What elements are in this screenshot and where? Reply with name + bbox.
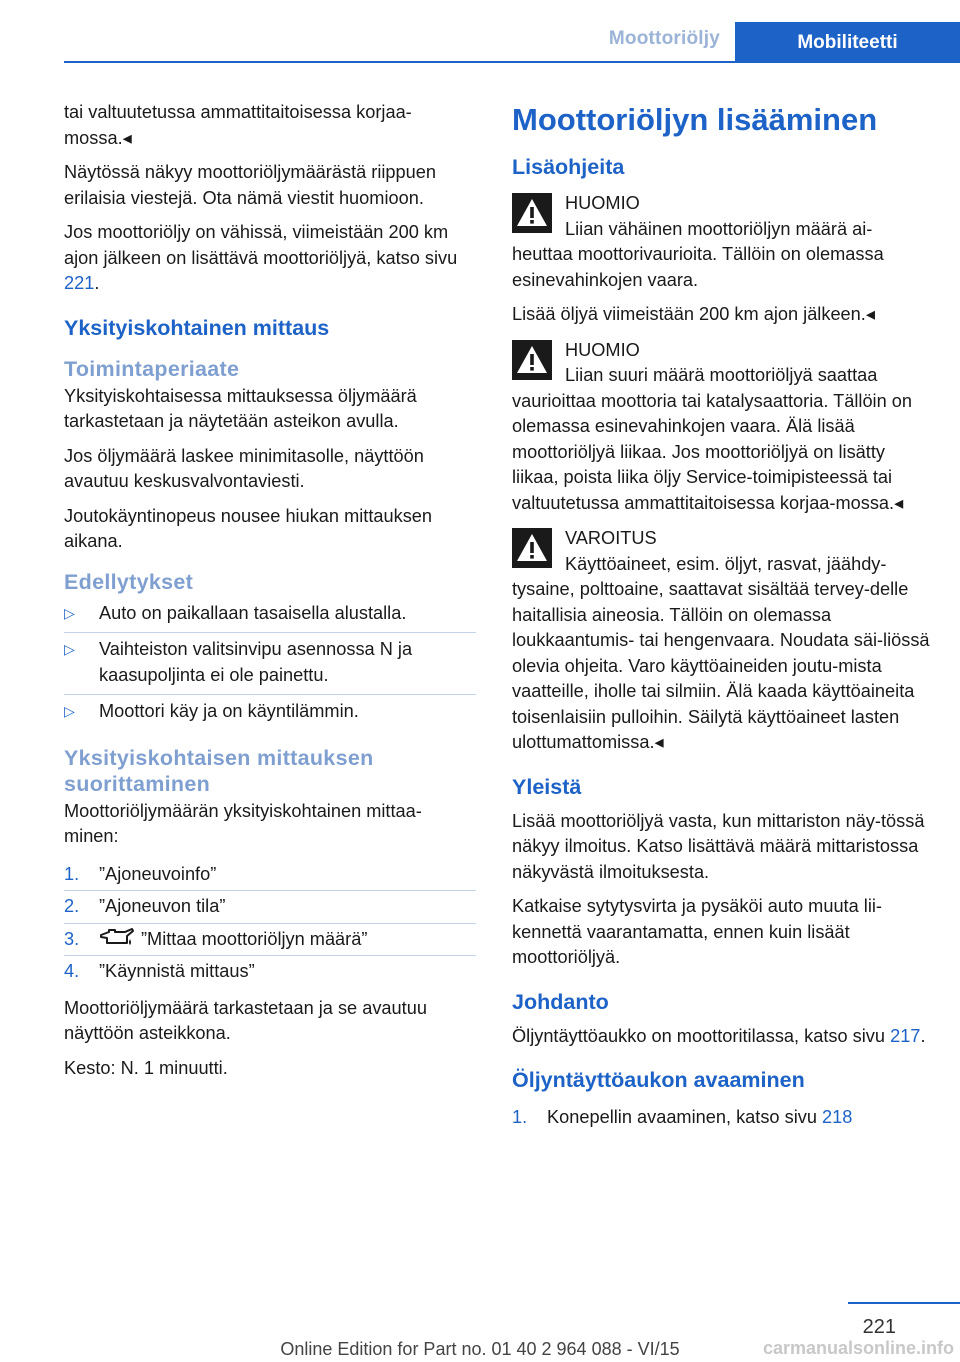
warning-block: [512, 526, 930, 756]
paragraph: Yksityiskohtaisessa mittauksessa öljymäärä tarkastetaan ja näytetään asteikon avulla.: [64, 385, 417, 431]
page-title: Moottoriöljyn lisääminen: [512, 102, 878, 137]
paragraph: Joutokäyntinopeus nousee hiukan mittauksen aikana.: [64, 505, 433, 551]
step-number: 4.: [64, 961, 80, 981]
heading-toimintaperiaate: Toimintaperiaate: [64, 356, 240, 381]
paragraph: Lisää öljyä viimeistään 200 km ajon jälkeen.◂: [512, 304, 875, 324]
warning-title: HUOMIO: [565, 339, 640, 360]
step-number: 1.: [64, 863, 80, 884]
paragraph-text: Öljyntäyttöaukko on moottoritilassa, katso sivu: [512, 1025, 886, 1046]
heading-edellytykset: Edellytykset: [64, 569, 194, 594]
step-text: ”Ajoneuvon tila”: [99, 896, 226, 916]
step-text: ”Käynnistä mittaus”: [99, 961, 255, 981]
triangle-bullet-icon: ▷: [64, 703, 75, 719]
punctuation: .: [920, 1025, 926, 1046]
punctuation: .: [94, 273, 100, 293]
paragraph: Jos öljymäärä laskee minimitasolle, näyttöön avautuu keskusvalvontaviesti.: [64, 445, 424, 491]
step-text: ”Ajoneuvoinfo”: [99, 863, 217, 884]
step-text: ”Mittaa moottoriöljyn määrä”: [141, 928, 368, 949]
paragraph: Moottoriöljymäärän yksityiskohtainen mittaa‐minen:: [64, 800, 422, 846]
paragraph: Kesto: N. 1 minuutti.: [64, 1057, 228, 1078]
heading-mittauksen-suorittaminen: Yksityiskohtaisen mittauksen suorittaminen: [64, 745, 374, 796]
warning-body: Liian suuri määrä moottoriöljyä saattaa vaurioittaa moottoria tai katalysaattoria. Tällöin on olemassa esinevahinkojen vaara. Älä lisää moottoriöljyä liikaa. Jos moottoriöljyä on lisätty liikaa, poista liika öljy Service-toimipisteessä tai valtuutetussa ammattitaitoisessa korjaa‐mossa.◂: [512, 365, 913, 513]
triangle-bullet-icon: ▷: [64, 604, 75, 621]
page-link-221[interactable]: 221: [64, 273, 95, 293]
left-column: [64, 100, 476, 1090]
heading-yksityiskohtainen-mittaus: Yksityiskohtainen mittaus: [64, 315, 330, 340]
watermark: carmanualsonline.info: [762, 1338, 954, 1358]
page-link-217[interactable]: 217: [890, 1025, 921, 1046]
list-item: [64, 859, 476, 892]
warning-body: Käyttöaineet, esim. öljyt, rasvat, jäähdy‐tysaine, polttoaine, saattavat sisältää tervey‐delle haitallisia aineosia. Tällöin on olemassa loukkaantumis- tai hengenvaara. Noudata säi‐liössä olevia ohjeita. Varo käyttöaineiden joutu‐mista vaatteille, iholle tai silmiin. Älä kaada käyttöaineita toisenlaisiin pulloihin. Säilytä käyttöaineet lasten ulottumattomissa.◂: [512, 553, 930, 752]
footer-rule: [848, 1302, 960, 1304]
list-item: [64, 597, 476, 634]
paragraph: Moottoriöljymäärä tarkastetaan ja se avautuu näyttöön asteikkona.: [64, 997, 427, 1043]
heading-johdanto: Johdanto: [512, 989, 609, 1014]
paragraph: [64, 220, 476, 297]
heading-yleista: Yleistä: [512, 774, 582, 799]
paragraph: Lisää moottoriöljyä vasta, kun mittariston näy‐tössä näkyy ilmoitus. Katso lisättävä määrä mittaristossa näkyvästä ilmoituksesta.: [512, 810, 925, 882]
paragraph: Katkaise sytytysvirta ja pysäköi auto muuta lii‐kennettä vaarantamatta, ennen kuin lisäät moottoriöljyä.: [512, 896, 882, 967]
warning-triangle-icon: [512, 528, 552, 568]
paragraph-text: Jos moottoriöljy on vähissä, viimeistään 200 km ajon jälkeen on lisättävä moottoriöljyä, katso sivu: [64, 222, 458, 268]
header-rule: [64, 61, 960, 63]
page-link-218[interactable]: 218: [822, 1107, 853, 1127]
oil-can-icon: [99, 927, 135, 949]
prerequisite-list: [64, 597, 476, 731]
step-number: 1.: [512, 1107, 528, 1127]
warning-triangle-icon: [512, 340, 552, 380]
step-text: Konepellin avaaminen, katso sivu: [547, 1107, 817, 1127]
list-item-text: Moottori käy ja on käyntilämmin.: [99, 701, 359, 721]
procedure-steps: [64, 859, 476, 988]
list-item: [64, 924, 476, 957]
paragraph: Näytössä näkyy moottoriöljymäärästä riippuen erilaisia viestejä. Ota nämä viestit huomioon.: [64, 162, 437, 208]
page-number: 221: [862, 1316, 896, 1338]
list-item-text: Auto on paikallaan tasaisella alustalla.: [99, 602, 407, 623]
paragraph: [512, 1024, 930, 1050]
list-item: [64, 695, 476, 731]
list-item: [64, 633, 476, 695]
running-header-section: Moottoriöljy: [608, 28, 720, 49]
list-item: [64, 956, 476, 988]
warning-title: HUOMIO: [565, 193, 640, 213]
triangle-bullet-icon: ▷: [64, 641, 75, 657]
heading-oljyntayttoaukon-avaaminen: Öljyntäyttöaukon avaaminen: [512, 1068, 805, 1092]
heading-lisaohjeita: Lisäohjeita: [512, 155, 625, 179]
caution-block: [512, 191, 930, 293]
edition-line: Online Edition for Part no. 01 40 2 964 088 - VI/15: [280, 1339, 680, 1359]
warning-triangle-icon: [512, 193, 552, 233]
paragraph: tai valtuutetussa ammattitaitoisessa korjaa‐mossa.◂: [64, 102, 412, 148]
step-number: 2.: [64, 896, 80, 916]
warning-title: VAROITUS: [565, 528, 657, 548]
step-number: 3.: [64, 928, 80, 949]
caution-block: [512, 338, 930, 517]
procedure-steps: [512, 1102, 930, 1134]
list-item-text: Vaihteiston valitsinvipu asennossa N ja kaasupoljinta ei ole painettu.: [99, 639, 413, 685]
list-item: [512, 1102, 930, 1134]
running-header-chapter: Mobiliteetti: [735, 22, 960, 63]
warning-body: Liian vähäinen moottoriöljyn määrä ai‐heuttaa moottorivaurioita. Tällöin on olemassa esinevahinkojen vaara.: [512, 218, 884, 290]
list-item: [64, 891, 476, 924]
right-column: [512, 100, 930, 1142]
